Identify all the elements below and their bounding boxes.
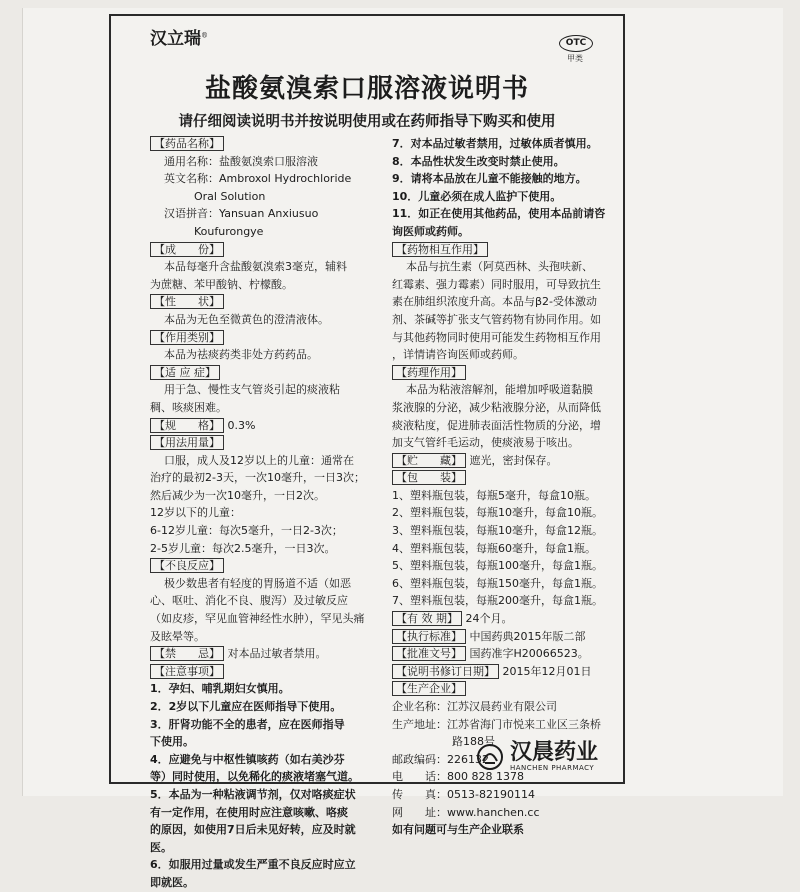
precaution-line: 10．儿童必须在成人监护下使用。 bbox=[392, 189, 562, 203]
text-line: 加支气管纤毛运动，使痰液易于咳出。 bbox=[392, 436, 579, 450]
company-logo-en: HANCHEN PHARMACY bbox=[510, 764, 595, 772]
field-label: 电 话： bbox=[392, 770, 447, 784]
text-line: 12岁以下的儿童： bbox=[150, 506, 241, 520]
section-heading-storage: 【贮 藏】 bbox=[392, 453, 466, 468]
contact-note: 如有问题可与生产企业联系 bbox=[392, 823, 524, 837]
postal-code: 226132 bbox=[447, 752, 489, 766]
section-heading-interactions: 【药物相互作用】 bbox=[392, 242, 488, 257]
precaution-line: 医。 bbox=[150, 840, 172, 854]
brand-name: 汉立瑞® bbox=[150, 29, 208, 49]
precaution-line: 的原因，如使用7日后未见好转，应及时就 bbox=[150, 823, 356, 837]
section-heading-contraindications: 【禁 忌】 bbox=[150, 646, 224, 661]
section-heading-precautions: 【注意事项】 bbox=[150, 664, 224, 679]
text-line: 本品为祛痰药类非处方药药品。 bbox=[164, 348, 318, 362]
revision-date: 2015年12月01日 bbox=[502, 664, 592, 678]
precaution-line: 等）同时使用，以免稀化的痰液堵塞气道。 bbox=[150, 770, 359, 784]
text-line: Oral Solution bbox=[194, 189, 266, 203]
precaution-line: 9．请将本品放在儿童不能接触的地方。 bbox=[392, 172, 587, 186]
precaution-line: 下使用。 bbox=[150, 735, 194, 749]
manufacturer-address-cont: 路188号 bbox=[452, 735, 495, 749]
text-line: 本品为无色至微黄色的澄清液体。 bbox=[164, 312, 329, 326]
text-line: 英文名称：Ambroxol Hydrochloride bbox=[164, 172, 352, 186]
website: www.hanchen.cc bbox=[447, 805, 540, 819]
precaution-line: 1．孕妇、哺乳期妇女慎用。 bbox=[150, 682, 290, 696]
precaution-line: 询医师或药师。 bbox=[392, 224, 469, 238]
text-line: 素在肺组织浓度升高。本品与β2-受体激动 bbox=[392, 295, 597, 309]
text-line: 用于急、慢性支气管炎引起的痰液粘 bbox=[164, 383, 340, 397]
left-column bbox=[150, 135, 388, 892]
text-line: 治疗的最初2-3天，一次10毫升，一日3次； bbox=[150, 471, 365, 485]
section-heading-name: 【药品名称】 bbox=[150, 136, 224, 151]
text-line: 6-12岁儿童：每次5毫升，一日2-3次； bbox=[150, 524, 343, 538]
contraindications-value: 对本品过敏者禁用。 bbox=[227, 647, 327, 661]
storage-value: 遮光，密封保存。 bbox=[469, 453, 558, 467]
packaging-line: 7、塑料瓶包装，每瓶200毫升，每盒1瓶。 bbox=[392, 594, 603, 608]
precaution-line: 5．本品为一种粘液调节剂，仅对咯痰症状 bbox=[150, 787, 356, 801]
precaution-line: 7．对本品过敏者禁用，过敏体质者慎用。 bbox=[392, 137, 598, 150]
approval-number: 国药准字H20066523。 bbox=[469, 647, 589, 661]
section-heading-validity: 【有 效 期】 bbox=[392, 611, 462, 626]
section-heading-packaging: 【包 装】 bbox=[392, 470, 466, 485]
precaution-line: 3．肝肾功能不全的患者，应在医师指导 bbox=[150, 717, 345, 731]
text-line: 口服，成人及12岁以上的儿童：通常在 bbox=[164, 453, 354, 467]
section-heading-usage: 【用法用量】 bbox=[150, 435, 224, 450]
field-label: 网 址： bbox=[392, 805, 447, 819]
text-line: 心、呕吐、消化不良、腹泻）及过敏反应 bbox=[150, 594, 348, 608]
text-line: 汉语拼音：Yansuan Anxiusuo bbox=[164, 207, 319, 221]
field-label: 传 真： bbox=[392, 787, 447, 801]
precaution-line: 6．如服用过量或发生严重不良反应时应立 bbox=[150, 858, 356, 872]
section-heading-properties: 【性 状】 bbox=[150, 294, 224, 309]
section-heading-revision-date: 【说明书修订日期】 bbox=[392, 664, 499, 679]
text-line: 为蔗糖、苯甲酸钠、柠檬酸。 bbox=[150, 277, 293, 291]
field-label: 邮政编码： bbox=[392, 752, 447, 766]
section-heading-pharmacology: 【药理作用】 bbox=[392, 365, 466, 380]
otc-class-label: 甲类 bbox=[567, 54, 583, 63]
company-logo-cn: 汉晨药业 bbox=[510, 740, 599, 765]
text-line: 红霉素、强力霉素）同时服用，可导致抗生 bbox=[392, 277, 601, 291]
precaution-line: 11．如正在使用其他药品，使用本品前请咨 bbox=[392, 207, 606, 221]
section-heading-manufacturer: 【生产企业】 bbox=[392, 681, 466, 696]
packaging-line: 5、塑料瓶包装，每瓶100毫升，每盒1瓶。 bbox=[392, 559, 603, 573]
phone-number: 800 828 1378 bbox=[447, 770, 524, 784]
packaging-line: 2、塑料瓶包装，每瓶10毫升，每盒10瓶。 bbox=[392, 506, 603, 520]
section-heading-specification: 【规 格】 bbox=[150, 418, 224, 433]
section-heading-category: 【作用类别】 bbox=[150, 330, 224, 345]
text-line: 本品与抗生素（阿莫西林、头孢呋新、 bbox=[406, 260, 593, 274]
text-line: 及眩晕等。 bbox=[150, 629, 205, 643]
text-line: 然后减少为一次10毫升，一日2次。 bbox=[150, 488, 325, 502]
company-logo bbox=[476, 742, 598, 772]
specification-value: 0.3% bbox=[227, 418, 256, 432]
manufacturer-name: 江苏汉晨药业有限公司 bbox=[447, 700, 557, 713]
precaution-line: 有一定作用，在使用时应注意咳嗽、咯痰 bbox=[150, 805, 348, 819]
manufacturer-address: 江苏省海门市悦来工业区三条桥 bbox=[447, 717, 601, 731]
text-line: 剂、茶碱等扩张支气管药物有协同作用。如 bbox=[392, 312, 601, 326]
packaging-line: 1、塑料瓶包装，每瓶5毫升，每盒10瓶。 bbox=[392, 488, 596, 502]
packaging-line: 6、塑料瓶包装，每瓶150毫升，每盒1瓶。 bbox=[392, 576, 603, 590]
text-line: 与其他药物同时使用可能发生药物相互作用 bbox=[392, 330, 601, 344]
company-logo-icon bbox=[476, 743, 504, 771]
document-title: 盐酸氨溴索口服溶液说明书 bbox=[204, 74, 529, 104]
text-line: 通用名称：盐酸氨溴索口服溶液 bbox=[164, 154, 318, 168]
precaution-line: 8．本品性状发生改变时禁止使用。 bbox=[392, 154, 565, 168]
text-line: 本品每毫升含盐酸氨溴索3毫克，辅料 bbox=[164, 260, 347, 274]
precaution-line: 2．2岁以下儿童应在医师指导下使用。 bbox=[150, 700, 342, 713]
otc-badge: OTC bbox=[559, 35, 593, 52]
text-line: 痰液粘度，促进肺表面活性物质的分泌，增 bbox=[392, 418, 601, 432]
field-label: 生产地址： bbox=[392, 717, 447, 731]
text-line: 本品为粘液溶解剂，能增加呼吸道黏膜 bbox=[406, 383, 593, 397]
field-label: 企业名称： bbox=[392, 700, 447, 713]
right-column bbox=[392, 135, 614, 839]
packaging-line: 4、塑料瓶包装，每瓶60毫升，每盒1瓶。 bbox=[392, 541, 596, 555]
precaution-line: 即就医。 bbox=[150, 875, 194, 889]
text-line: ，详情请咨询医师或药师。 bbox=[392, 348, 524, 362]
text-line: 稠、咳痰困难。 bbox=[150, 400, 227, 414]
precaution-line: 4．应避免与中枢性镇咳药（如右美沙芬 bbox=[150, 752, 345, 766]
validity-value: 24个月。 bbox=[465, 612, 513, 626]
text-line: 2-5岁儿童：每次2.5毫升，一日3次。 bbox=[150, 541, 336, 555]
text-line: 浆液腺的分泌，减少粘液腺分泌，从而降低 bbox=[392, 400, 601, 414]
section-heading-indications: 【适 应 症】 bbox=[150, 365, 220, 380]
text-line: 极少数患者有轻度的胃肠道不适（如恶 bbox=[164, 576, 351, 590]
document-subtitle: 请仔细阅读说明书并按说明使用或在药师指导下购买和使用 bbox=[178, 114, 556, 130]
packaging-line: 3、塑料瓶包装，每瓶10毫升，每盒12瓶。 bbox=[392, 524, 603, 538]
text-line: （如皮疹，罕见血管神经性水肿），罕见头痛 bbox=[150, 612, 365, 626]
text-line: Koufurongye bbox=[194, 224, 264, 238]
section-heading-approval: 【批准文号】 bbox=[392, 646, 466, 661]
section-heading-composition: 【成 份】 bbox=[150, 242, 224, 257]
section-heading-standard: 【执行标准】 bbox=[392, 629, 466, 644]
section-heading-adverse-reactions: 【不良反应】 bbox=[150, 558, 224, 573]
fax-number: 0513-82190114 bbox=[447, 787, 535, 801]
standard-value: 中国药典2015年版二部 bbox=[469, 629, 586, 643]
